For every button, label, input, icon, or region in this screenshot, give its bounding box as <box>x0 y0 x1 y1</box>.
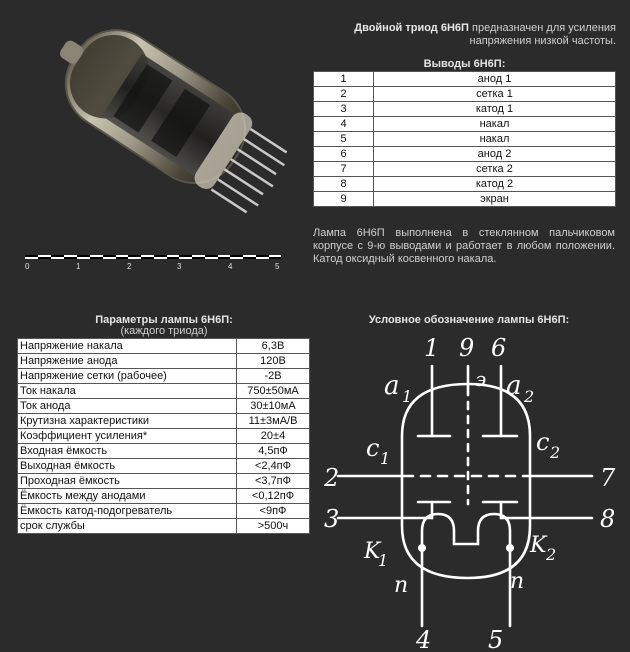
grid2-label: c <box>536 428 550 456</box>
param-name: Входная ёмкость <box>18 444 237 459</box>
pin-function: экран <box>374 192 616 207</box>
pin-label: 5 <box>488 626 504 652</box>
table-row <box>18 489 310 504</box>
table-row <box>314 132 616 147</box>
params-title: Параметры лампы 6Н6П: <box>95 314 233 326</box>
param-value: <0,12пФ <box>237 489 310 504</box>
table-row <box>18 444 310 459</box>
param-name: Ток анода <box>18 399 237 414</box>
tube-schematic-symbol <box>318 326 628 652</box>
symbol-title: Условное обозначение лампы 6Н6П: <box>368 314 570 326</box>
param-name: Ток накала <box>18 384 237 399</box>
intro-title: Двойной триод 6Н6П <box>354 22 469 34</box>
pin-label: 3 <box>324 505 340 533</box>
param-value: <9пФ <box>237 504 310 519</box>
intro-body: предназначен для усиления напряжения низкой частоты. <box>469 22 616 47</box>
pins-table <box>313 71 616 207</box>
grid1-label: c <box>366 434 380 462</box>
pin-label: 6 <box>491 334 507 362</box>
param-name: Напряжение сетки (рабочее) <box>18 369 237 384</box>
table-row <box>18 414 310 429</box>
ruler-label: 1 <box>76 262 81 271</box>
anode2-label: a <box>506 371 522 401</box>
params-table <box>17 338 310 534</box>
param-name: срок службы <box>18 519 237 534</box>
table-row <box>18 369 310 384</box>
pins-title: Выводы 6Н6П: <box>423 58 506 70</box>
param-name: Коэффициент усиления* <box>18 429 237 444</box>
anode2-sub: 2 <box>524 387 535 406</box>
pin-number: 8 <box>314 177 374 192</box>
pin-function: накал <box>374 117 616 132</box>
param-name: Крутизна характеристики <box>18 414 237 429</box>
heater2-label: п <box>510 569 525 594</box>
description: Лампа 6Н6П выполнена в стеклянном пальчиковом корпусе с 9-ю выводами и работает в любом положении. Катод оксидный косвенного накала. <box>313 227 615 265</box>
params-subtitle: (каждого триода) <box>120 325 208 337</box>
pin-label: 8 <box>600 505 616 533</box>
cathode2-label: K <box>530 533 547 558</box>
pin-function: анод 2 <box>374 147 616 162</box>
cathode1-label: K <box>364 539 381 564</box>
grid1-sub: 1 <box>380 449 391 468</box>
param-value: 750±50мА <box>237 384 310 399</box>
pin-number: 1 <box>314 72 374 87</box>
param-name: Напряжение анода <box>18 354 237 369</box>
param-name: Выходная ёмкость <box>18 459 237 474</box>
screen-label: э <box>475 367 487 391</box>
scale-ruler <box>22 253 284 273</box>
pin-function: катод 1 <box>374 102 616 117</box>
ruler-label: 2 <box>127 262 132 271</box>
table-row <box>18 474 310 489</box>
intro-text <box>313 22 616 48</box>
param-name: Ёмкость катод-подогреватель <box>18 504 237 519</box>
pin-function: накал <box>374 132 616 147</box>
heater1-label: п <box>394 573 409 598</box>
tube-photo <box>0 0 300 255</box>
pin-label: 1 <box>424 334 440 362</box>
table-row <box>18 459 310 474</box>
table-row <box>18 504 310 519</box>
cathode1-sub: 1 <box>378 551 389 570</box>
table-row <box>314 102 616 117</box>
param-value: 4,5пФ <box>237 444 310 459</box>
table-row <box>314 72 616 87</box>
pin-number: 4 <box>314 117 374 132</box>
table-row <box>314 177 616 192</box>
table-row <box>18 354 310 369</box>
heater-node <box>506 544 514 552</box>
table-row <box>314 192 616 207</box>
ruler-label: 4 <box>228 262 233 271</box>
table-row <box>314 147 616 162</box>
pin-number: 6 <box>314 147 374 162</box>
param-name: Напряжение накала <box>18 339 237 354</box>
pin-number: 5 <box>314 132 374 147</box>
pin-function: сетка 1 <box>374 87 616 102</box>
table-row <box>18 429 310 444</box>
table-row <box>314 162 616 177</box>
param-value: <3,7пФ <box>237 474 310 489</box>
ruler-label: 3 <box>177 262 182 271</box>
pin-label: 9 <box>459 334 475 362</box>
pin-number: 9 <box>314 192 374 207</box>
pin-function: катод 2 <box>374 177 616 192</box>
pin-function: анод 1 <box>374 72 616 87</box>
param-value: 30±10мА <box>237 399 310 414</box>
pin-number: 2 <box>314 87 374 102</box>
table-row <box>314 117 616 132</box>
anode1-sub: 1 <box>402 387 413 406</box>
ruler-label: 5 <box>275 262 280 271</box>
param-value: 11±3мА/В <box>237 414 310 429</box>
param-value: >500ч <box>237 519 310 534</box>
table-row <box>18 384 310 399</box>
param-value: 6,3В <box>237 339 310 354</box>
param-name: Проходная ёмкость <box>18 474 237 489</box>
pin-label: 7 <box>600 464 616 492</box>
ruler-label: 0 <box>25 262 30 271</box>
param-value: 20±4 <box>237 429 310 444</box>
param-name: Ёмкость между анодами <box>18 489 237 504</box>
table-row <box>18 399 310 414</box>
table-row <box>18 519 310 534</box>
anode1-label: a <box>384 371 400 401</box>
grid2-sub: 2 <box>550 443 561 462</box>
table-row <box>314 87 616 102</box>
ruler-bar <box>22 253 284 263</box>
pin-number: 7 <box>314 162 374 177</box>
cathode2-sub: 2 <box>546 545 557 564</box>
heater-filament <box>422 514 510 548</box>
param-value: 120В <box>237 354 310 369</box>
param-value: <2,4пФ <box>237 459 310 474</box>
pin-function: сетка 2 <box>374 162 616 177</box>
table-row <box>18 339 310 354</box>
pin-label: 2 <box>324 464 340 492</box>
param-value: -2В <box>237 369 310 384</box>
heater-node <box>418 544 426 552</box>
pin-number: 3 <box>314 102 374 117</box>
pin-label: 4 <box>416 626 432 652</box>
